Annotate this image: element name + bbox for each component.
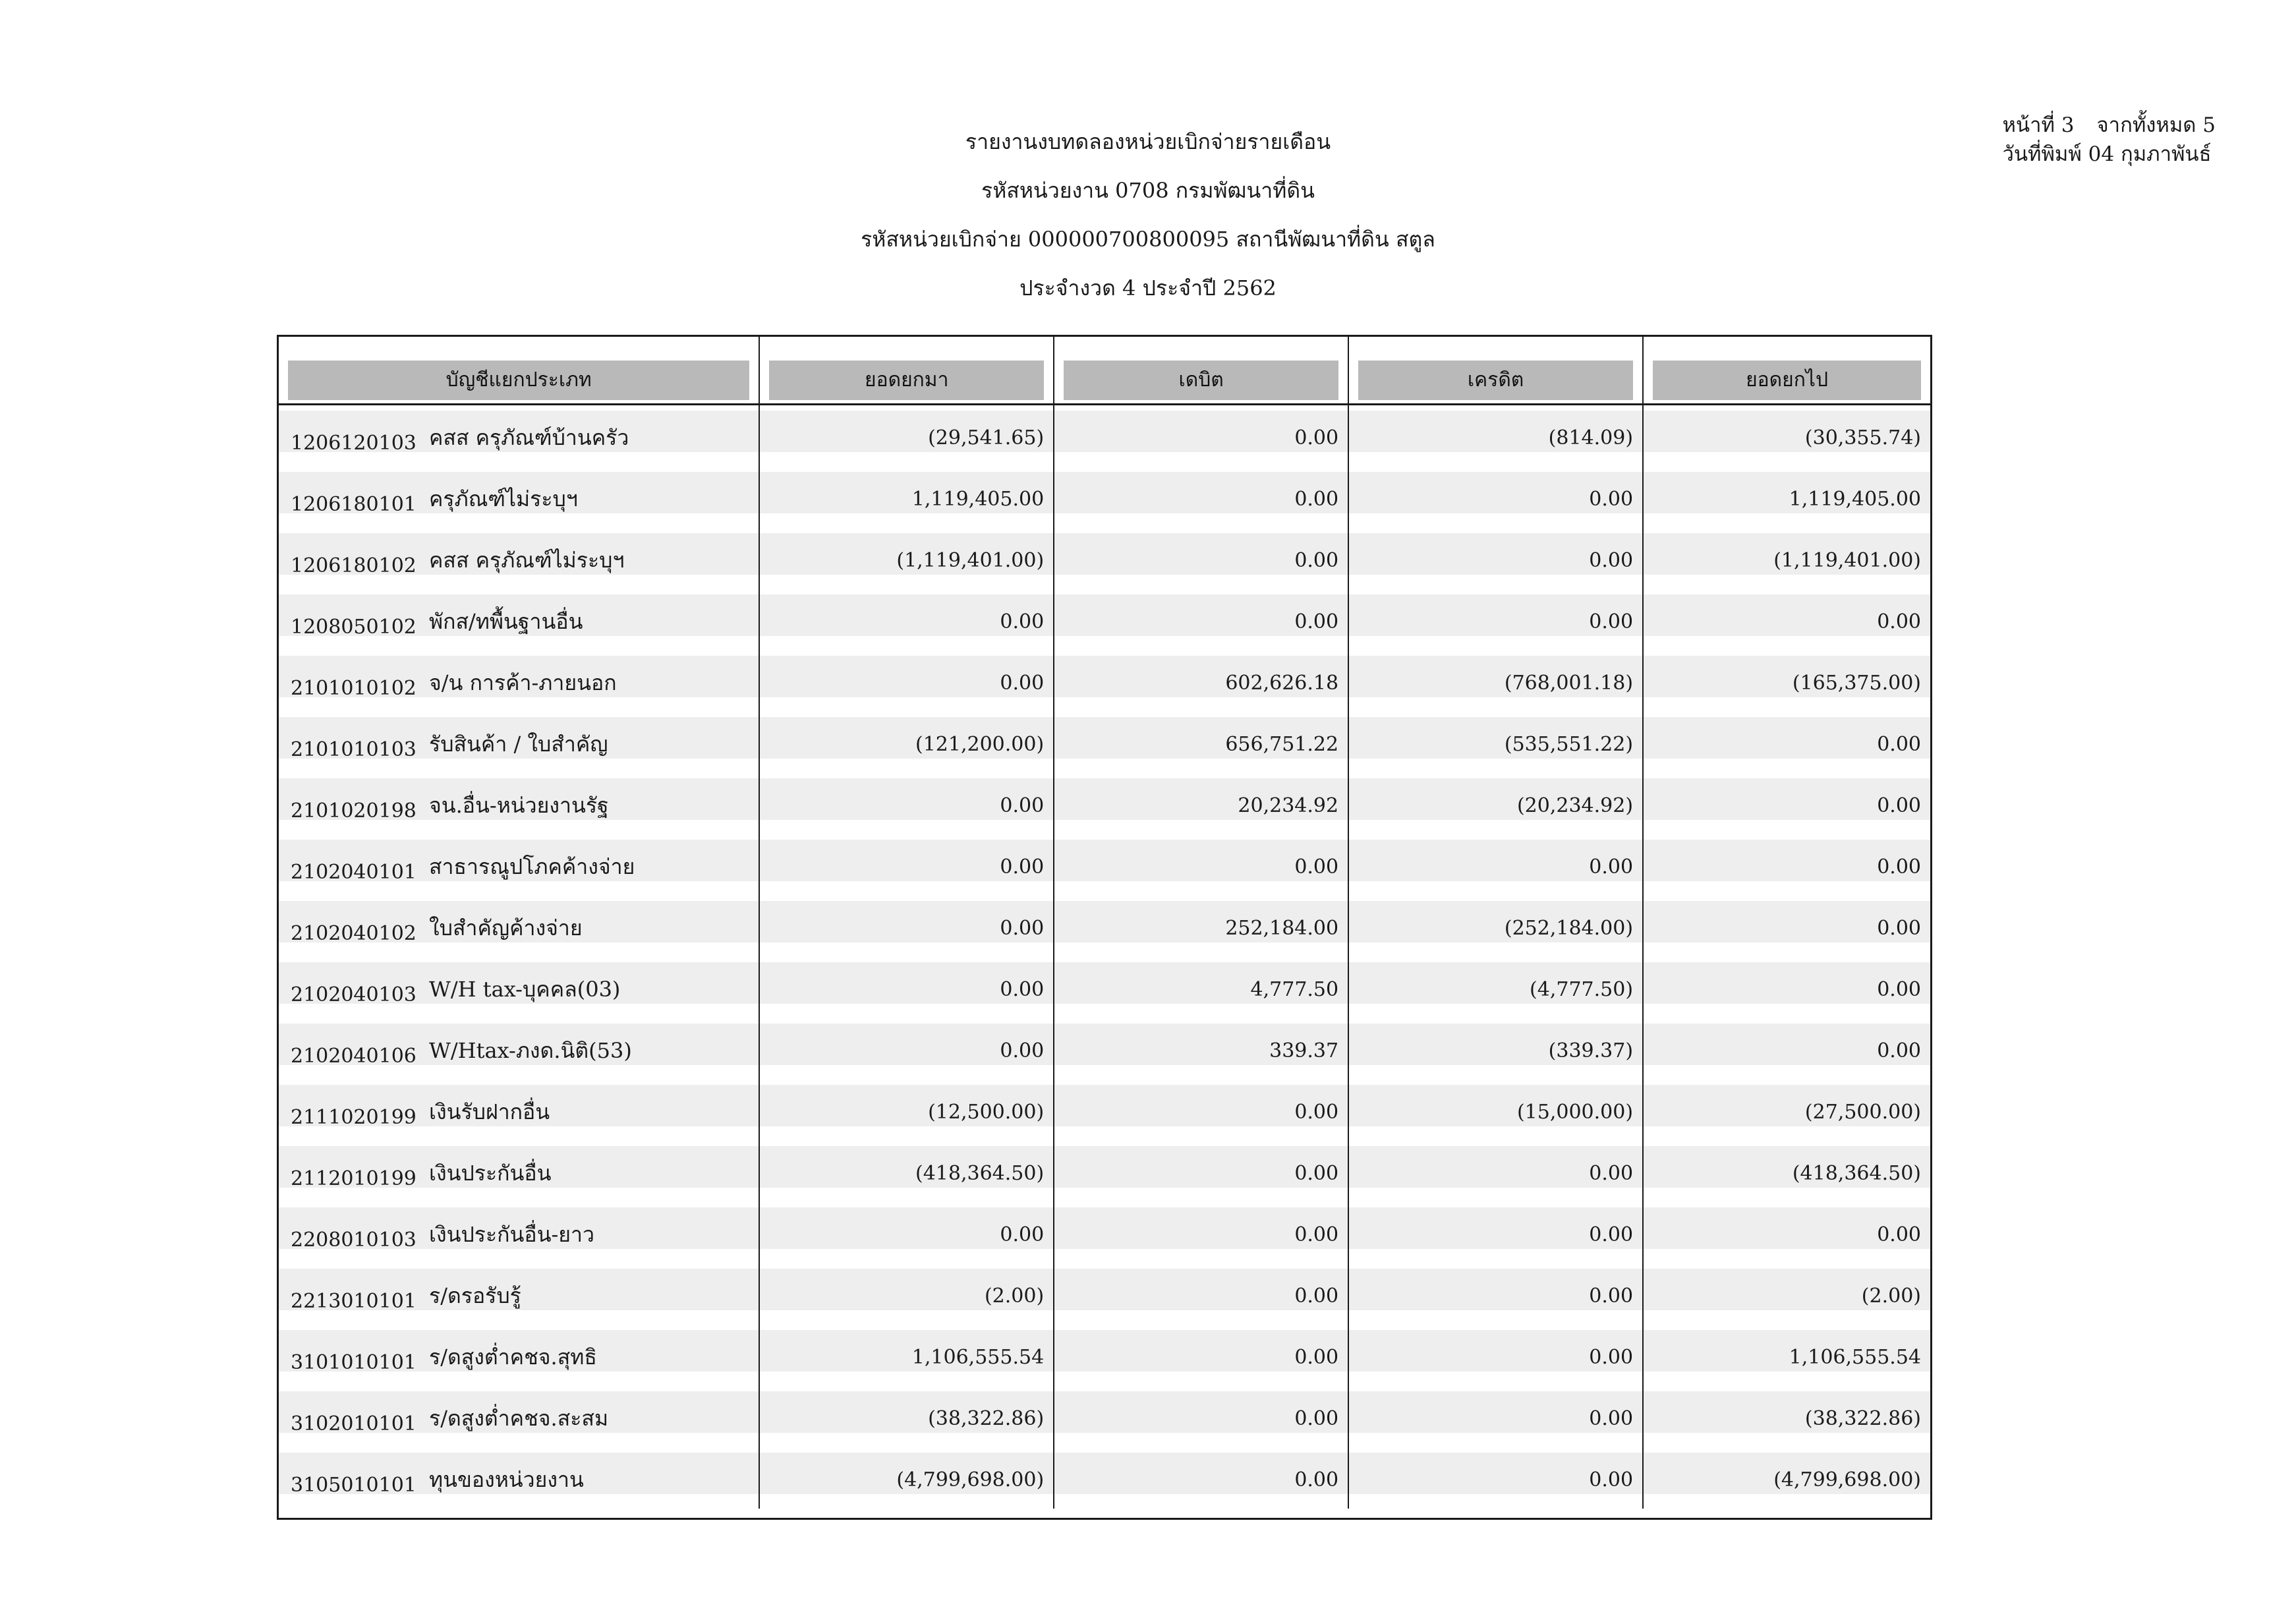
account-code: 1206180101 bbox=[291, 493, 416, 516]
account-name: ร/ดสูงต่ำคชจ.สุทธิ bbox=[429, 1344, 597, 1370]
account-cell bbox=[279, 1263, 760, 1325]
table-row bbox=[279, 650, 1930, 712]
credit-value: 0.00 bbox=[1589, 549, 1634, 572]
closing-value: (4,799,698.00) bbox=[1773, 1468, 1921, 1491]
opening-cell bbox=[760, 405, 1054, 467]
opening-cell bbox=[760, 1447, 1054, 1509]
table-row bbox=[279, 1141, 1930, 1202]
credit-cell bbox=[1349, 1141, 1644, 1202]
opening-cell bbox=[760, 1018, 1054, 1080]
credit-value: (252,184.00) bbox=[1504, 917, 1634, 940]
agency-code: รหัสหน่วยงาน 0708 กรมพัฒนาที่ดิน bbox=[981, 178, 1315, 203]
debit-value: 0.00 bbox=[1294, 488, 1339, 511]
credit-value: 0.00 bbox=[1589, 1468, 1634, 1491]
account-code: 2102040103 bbox=[291, 983, 416, 1006]
opening-cell bbox=[760, 1386, 1054, 1447]
debit-cell bbox=[1054, 1141, 1349, 1202]
page-label: หน้าที่ 3 bbox=[2002, 113, 2075, 137]
account-name: จ/น การค้า-ภายนอก bbox=[429, 670, 617, 695]
account-code: 2111020199 bbox=[291, 1106, 416, 1129]
account-cell bbox=[279, 1447, 760, 1509]
opening-value: (4,799,698.00) bbox=[896, 1468, 1045, 1491]
closing-value: 0.00 bbox=[1877, 733, 1921, 756]
account-code: 3105010101 bbox=[291, 1474, 416, 1497]
debit-value: 339.37 bbox=[1269, 1039, 1339, 1062]
credit-value: 0.00 bbox=[1589, 1407, 1634, 1430]
account-cell bbox=[279, 528, 760, 589]
credit-value: (339.37) bbox=[1548, 1039, 1634, 1062]
credit-cell bbox=[1349, 650, 1644, 712]
opening-value: 1,119,405.00 bbox=[911, 488, 1045, 511]
opening-value: 0.00 bbox=[1000, 1223, 1045, 1246]
closing-cell bbox=[1644, 1386, 1930, 1447]
table-row bbox=[279, 834, 1930, 896]
account-code: 2213010101 bbox=[291, 1290, 416, 1313]
closing-cell bbox=[1644, 589, 1930, 650]
opening-value: 0.00 bbox=[1000, 672, 1045, 695]
opening-value: (418,364.50) bbox=[915, 1162, 1045, 1185]
opening-cell bbox=[760, 650, 1054, 712]
opening-value: (29,541.65) bbox=[928, 426, 1045, 449]
closing-value: (1,119,401.00) bbox=[1773, 549, 1921, 572]
debit-cell bbox=[1054, 1325, 1349, 1386]
account-cell bbox=[279, 589, 760, 650]
opening-value: 0.00 bbox=[1000, 1039, 1045, 1062]
account-cell bbox=[279, 1325, 760, 1386]
credit-cell bbox=[1349, 773, 1644, 834]
header-opening-label: ยอดยกมา bbox=[769, 361, 1044, 400]
table-body bbox=[279, 405, 1930, 1509]
opening-value: (12,500.00) bbox=[928, 1101, 1045, 1124]
opening-cell bbox=[760, 1141, 1054, 1202]
account-name: W/Htax-ภงด.นิติ(53) bbox=[429, 1038, 632, 1063]
debit-value: 0.00 bbox=[1294, 855, 1339, 879]
trial-balance-table bbox=[277, 335, 1932, 1520]
account-cell bbox=[279, 1141, 760, 1202]
closing-value: 1,119,405.00 bbox=[1789, 488, 1921, 511]
table-row bbox=[279, 1447, 1930, 1509]
header-credit-label: เครดิต bbox=[1358, 361, 1633, 400]
opening-value: 0.00 bbox=[1000, 610, 1045, 633]
account-code: 2102040102 bbox=[291, 922, 416, 945]
opening-cell bbox=[760, 589, 1054, 650]
opening-value: 0.00 bbox=[1000, 855, 1045, 879]
debit-value: 0.00 bbox=[1294, 1223, 1339, 1246]
account-code: 1206120103 bbox=[291, 432, 416, 455]
opening-value: 1,106,555.54 bbox=[911, 1346, 1045, 1369]
debit-value: 656,751.22 bbox=[1225, 733, 1339, 756]
closing-cell bbox=[1644, 773, 1930, 834]
closing-value: 0.00 bbox=[1877, 1223, 1921, 1246]
closing-value: 0.00 bbox=[1877, 610, 1921, 633]
table-row bbox=[279, 467, 1930, 528]
account-cell bbox=[279, 957, 760, 1018]
credit-value: 0.00 bbox=[1589, 488, 1634, 511]
account-name: เงินรับฝากอื่น bbox=[429, 1099, 550, 1124]
closing-cell bbox=[1644, 1018, 1930, 1080]
debit-cell bbox=[1054, 405, 1349, 467]
closing-value: 0.00 bbox=[1877, 1039, 1921, 1062]
credit-value: (20,234.92) bbox=[1516, 794, 1634, 817]
account-name: พักส/ทพื้นฐานอื่น bbox=[429, 609, 583, 634]
account-name: ทุนของหน่วยงาน bbox=[429, 1467, 584, 1492]
opening-cell bbox=[760, 1263, 1054, 1325]
credit-value: 0.00 bbox=[1589, 610, 1634, 633]
account-name: W/H tax-บุคคล(03) bbox=[429, 977, 621, 1002]
header-debit-label: เดบิต bbox=[1064, 361, 1338, 400]
closing-value: (418,364.50) bbox=[1792, 1162, 1921, 1185]
closing-cell bbox=[1644, 1325, 1930, 1386]
debit-cell bbox=[1054, 834, 1349, 896]
opening-cell bbox=[760, 1325, 1054, 1386]
credit-cell bbox=[1349, 1447, 1644, 1509]
debit-cell bbox=[1054, 1447, 1349, 1509]
account-cell bbox=[279, 773, 760, 834]
account-code: 2208010103 bbox=[291, 1228, 416, 1252]
header-account bbox=[279, 337, 760, 403]
credit-cell bbox=[1349, 1080, 1644, 1141]
closing-cell bbox=[1644, 712, 1930, 773]
debit-cell bbox=[1054, 589, 1349, 650]
header-account-label: บัญชีแยกประเภท bbox=[288, 361, 749, 400]
closing-cell bbox=[1644, 896, 1930, 957]
account-cell bbox=[279, 712, 760, 773]
debit-value: 0.00 bbox=[1294, 1468, 1339, 1491]
credit-cell bbox=[1349, 528, 1644, 589]
credit-value: (4,777.50) bbox=[1530, 978, 1634, 1001]
table-row bbox=[279, 1325, 1930, 1386]
table-row bbox=[279, 528, 1930, 589]
opening-value: 0.00 bbox=[1000, 917, 1045, 940]
opening-cell bbox=[760, 528, 1054, 589]
account-cell bbox=[279, 1018, 760, 1080]
closing-cell bbox=[1644, 1080, 1930, 1141]
account-name: รับสินค้า / ใบสำคัญ bbox=[429, 732, 608, 757]
header-debit bbox=[1054, 337, 1349, 403]
header-opening bbox=[760, 337, 1054, 403]
account-code: 2101020198 bbox=[291, 799, 416, 823]
debit-value: 0.00 bbox=[1294, 1101, 1339, 1124]
credit-cell bbox=[1349, 1018, 1644, 1080]
account-code: 2101010103 bbox=[291, 738, 416, 761]
opening-cell bbox=[760, 712, 1054, 773]
credit-cell bbox=[1349, 1202, 1644, 1263]
credit-cell bbox=[1349, 957, 1644, 1018]
opening-value: (2.00) bbox=[984, 1285, 1045, 1308]
report-title: รายงานงบทดลองหน่วยเบิกจ่ายรายเดือน bbox=[965, 129, 1331, 154]
opening-value: (38,322.86) bbox=[928, 1407, 1045, 1430]
debit-value: 0.00 bbox=[1294, 1346, 1339, 1369]
debit-cell bbox=[1054, 1386, 1349, 1447]
account-name: ครุภัณฑ์ไม่ระบุฯ bbox=[429, 486, 578, 511]
debit-cell bbox=[1054, 1202, 1349, 1263]
account-name: คสส ครุภัณฑ์ไม่ระบุฯ bbox=[429, 548, 625, 573]
debit-value: 0.00 bbox=[1294, 426, 1339, 449]
table-row bbox=[279, 1018, 1930, 1080]
credit-cell bbox=[1349, 712, 1644, 773]
account-code: 3101010101 bbox=[291, 1351, 416, 1374]
table-row bbox=[279, 1202, 1930, 1263]
credit-cell bbox=[1349, 1325, 1644, 1386]
opening-cell bbox=[760, 773, 1054, 834]
credit-cell bbox=[1349, 896, 1644, 957]
closing-value: (27,500.00) bbox=[1804, 1101, 1921, 1124]
closing-value: 0.00 bbox=[1877, 917, 1921, 940]
closing-value: (165,375.00) bbox=[1792, 672, 1921, 695]
credit-cell bbox=[1349, 1386, 1644, 1447]
account-cell bbox=[279, 896, 760, 957]
account-code: 3102010101 bbox=[291, 1412, 416, 1435]
period: ประจำงวด 4 ประจำปี 2562 bbox=[1019, 275, 1277, 301]
debit-cell bbox=[1054, 528, 1349, 589]
opening-value: 0.00 bbox=[1000, 794, 1045, 817]
debit-cell bbox=[1054, 650, 1349, 712]
debit-cell bbox=[1054, 773, 1349, 834]
closing-value: 1,106,555.54 bbox=[1789, 1346, 1921, 1369]
debit-value: 0.00 bbox=[1294, 549, 1339, 572]
account-name: ร/ดรอรับรู้ bbox=[429, 1283, 521, 1308]
closing-value: (2.00) bbox=[1861, 1285, 1921, 1308]
debit-value: 0.00 bbox=[1294, 1162, 1339, 1185]
account-cell bbox=[279, 834, 760, 896]
table-row bbox=[279, 957, 1930, 1018]
closing-value: 0.00 bbox=[1877, 978, 1921, 1001]
closing-cell bbox=[1644, 650, 1930, 712]
debit-value: 0.00 bbox=[1294, 1285, 1339, 1308]
credit-cell bbox=[1349, 589, 1644, 650]
opening-cell bbox=[760, 467, 1054, 528]
debit-cell bbox=[1054, 957, 1349, 1018]
table-header bbox=[279, 337, 1930, 405]
opening-value: (1,119,401.00) bbox=[896, 549, 1045, 572]
account-code: 1206180102 bbox=[291, 554, 416, 577]
account-cell bbox=[279, 1080, 760, 1141]
credit-cell bbox=[1349, 405, 1644, 467]
table-row bbox=[279, 1386, 1930, 1447]
opening-cell bbox=[760, 896, 1054, 957]
table-row bbox=[279, 773, 1930, 834]
account-name: เงินประกันอื่น-ยาว bbox=[429, 1222, 594, 1247]
credit-cell bbox=[1349, 1263, 1644, 1325]
account-name: จน.อื่น-หน่วยงานรัฐ bbox=[429, 793, 609, 818]
table-row bbox=[279, 712, 1930, 773]
debit-value: 0.00 bbox=[1294, 610, 1339, 633]
closing-cell bbox=[1644, 1447, 1930, 1509]
closing-value: (38,322.86) bbox=[1804, 1407, 1921, 1430]
account-name: สาธารณูปโภคค้างจ่าย bbox=[429, 854, 635, 879]
opening-cell bbox=[760, 1080, 1054, 1141]
debit-cell bbox=[1054, 1080, 1349, 1141]
header-closing-label: ยอดยกไป bbox=[1653, 361, 1921, 400]
table-row bbox=[279, 589, 1930, 650]
closing-value: (30,355.74) bbox=[1804, 426, 1921, 449]
credit-value: 0.00 bbox=[1589, 1346, 1634, 1369]
closing-value: 0.00 bbox=[1877, 855, 1921, 879]
closing-cell bbox=[1644, 1263, 1930, 1325]
closing-cell bbox=[1644, 834, 1930, 896]
page-total: จากทั้งหมด 5 bbox=[2096, 113, 2216, 137]
debit-cell bbox=[1054, 896, 1349, 957]
report-header bbox=[0, 117, 2296, 312]
account-code: 2101010102 bbox=[291, 677, 416, 700]
debit-cell bbox=[1054, 467, 1349, 528]
debit-value: 602,626.18 bbox=[1225, 672, 1339, 695]
account-code: 2112010199 bbox=[291, 1167, 416, 1190]
debit-value: 4,777.50 bbox=[1250, 978, 1339, 1001]
debit-cell bbox=[1054, 1263, 1349, 1325]
credit-cell bbox=[1349, 834, 1644, 896]
table-row bbox=[279, 1263, 1930, 1325]
account-name: เงินประกันอื่น bbox=[429, 1161, 552, 1186]
opening-cell bbox=[760, 834, 1054, 896]
credit-value: (535,551.22) bbox=[1504, 733, 1634, 756]
header-credit bbox=[1349, 337, 1644, 403]
credit-value: 0.00 bbox=[1589, 1285, 1634, 1308]
opening-value: 0.00 bbox=[1000, 978, 1045, 1001]
credit-value: (814.09) bbox=[1548, 426, 1634, 449]
credit-cell bbox=[1349, 467, 1644, 528]
closing-cell bbox=[1644, 1202, 1930, 1263]
account-code: 2102040101 bbox=[291, 861, 416, 884]
account-name: คสส ครุภัณฑ์บ้านครัว bbox=[429, 425, 629, 450]
closing-cell bbox=[1644, 1141, 1930, 1202]
print-date: วันที่พิมพ์ 04 กุมภาพันธ์ bbox=[2002, 142, 2212, 166]
opening-cell bbox=[760, 1202, 1054, 1263]
credit-value: (15,000.00) bbox=[1516, 1101, 1634, 1124]
debit-cell bbox=[1054, 1018, 1349, 1080]
closing-cell bbox=[1644, 528, 1930, 589]
account-cell bbox=[279, 1202, 760, 1263]
disbursement-unit: รหัสหน่วยเบิกจ่าย 000000700800095 สถานีพัฒนาที่ดิน สตูล bbox=[861, 227, 1435, 252]
account-code: 1208050102 bbox=[291, 616, 416, 639]
table-row bbox=[279, 405, 1930, 467]
account-cell bbox=[279, 650, 760, 712]
closing-cell bbox=[1644, 405, 1930, 467]
debit-value: 0.00 bbox=[1294, 1407, 1339, 1430]
opening-cell bbox=[760, 957, 1054, 1018]
account-name: ใบสำคัญค้างจ่าย bbox=[429, 915, 583, 940]
credit-value: (768,001.18) bbox=[1504, 672, 1634, 695]
table-row bbox=[279, 896, 1930, 957]
account-cell bbox=[279, 1386, 760, 1447]
table-row bbox=[279, 1080, 1930, 1141]
debit-value: 252,184.00 bbox=[1225, 917, 1339, 940]
debit-cell bbox=[1054, 712, 1349, 773]
credit-value: 0.00 bbox=[1589, 1223, 1634, 1246]
account-name: ร/ดสูงต่ำคชจ.สะสม bbox=[429, 1406, 609, 1431]
closing-cell bbox=[1644, 957, 1930, 1018]
credit-value: 0.00 bbox=[1589, 1162, 1634, 1185]
header-closing bbox=[1644, 337, 1930, 403]
closing-value: 0.00 bbox=[1877, 794, 1921, 817]
account-cell bbox=[279, 405, 760, 467]
account-cell bbox=[279, 467, 760, 528]
account-code: 2102040106 bbox=[291, 1045, 416, 1068]
closing-cell bbox=[1644, 467, 1930, 528]
credit-value: 0.00 bbox=[1589, 855, 1634, 879]
opening-value: (121,200.00) bbox=[915, 733, 1045, 756]
debit-value: 20,234.92 bbox=[1238, 794, 1339, 817]
